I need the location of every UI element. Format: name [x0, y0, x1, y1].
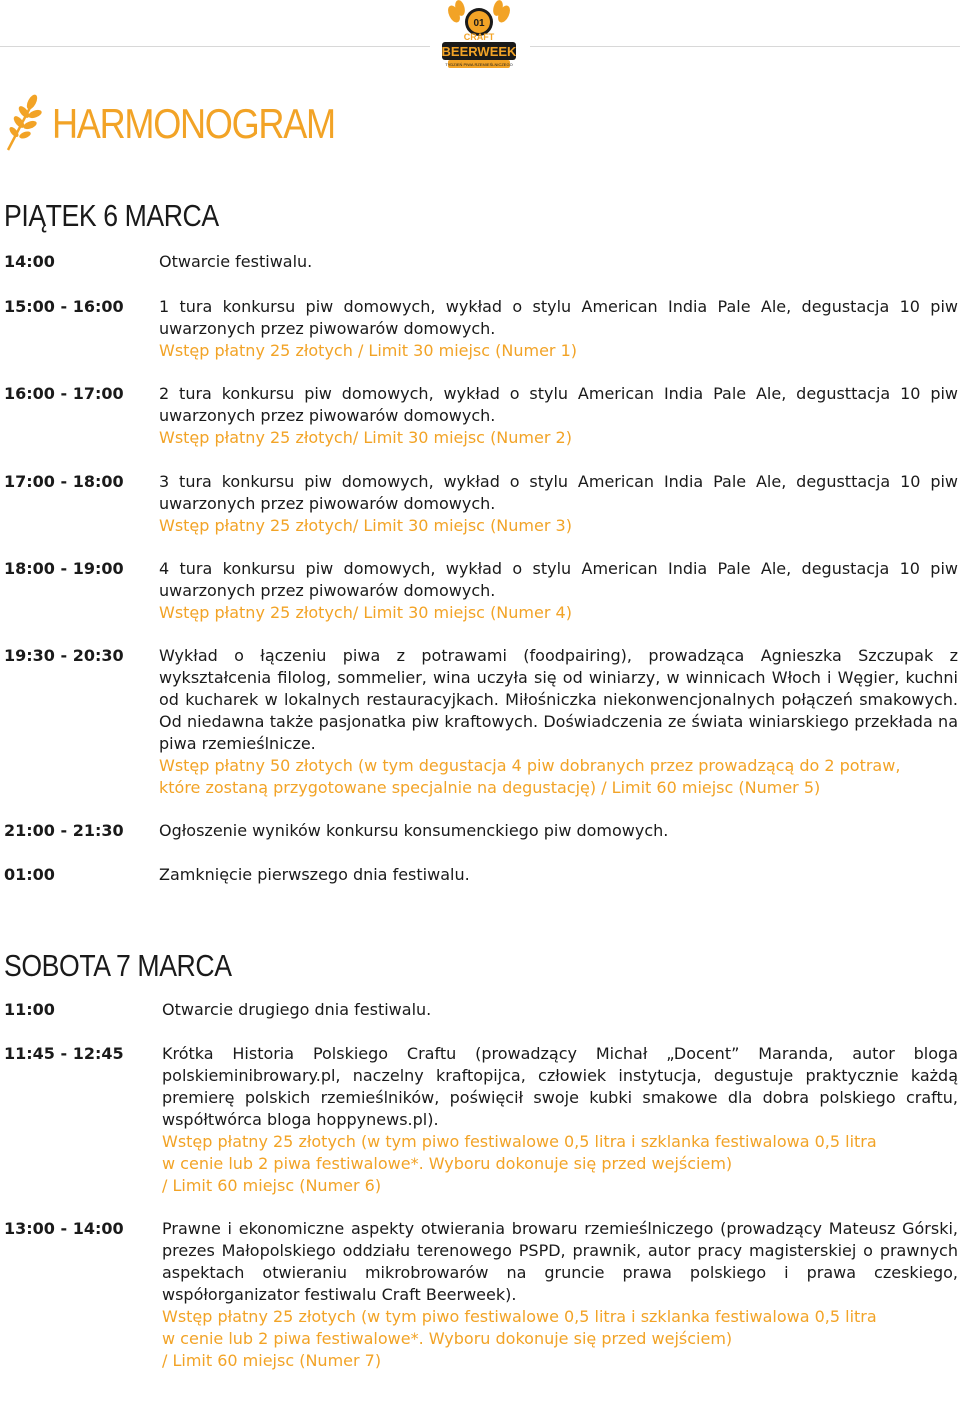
- event-description: [159, 251, 958, 273]
- event-text: Krótka Historia Polskiego Craftu (prowadzący Michał „Docent” Maranda, autor bloga polskieminibrowary.pl, naczelny kraftopijca, człowiek instytucja, degustuje praktycznie każdą premierę polskich rzemieślników, poświęcił swoje kubki smakowe dla dobra polskiego craftu, współtwórca bloga hoppynews.pl).: [162, 1044, 958, 1129]
- event-admission-note: które zostaną przygotowane specjalnie na degustację) / Limit 60 miejsc (Numer 5): [159, 778, 821, 797]
- day-title-friday: PIĄTEK 6 MARCA: [4, 198, 219, 233]
- wheat-icon: [4, 92, 44, 156]
- event-admission-note: / Limit 60 miejsc (Numer 7): [162, 1351, 382, 1370]
- event-description: [159, 471, 958, 537]
- event-text: 1 tura konkursu piw domowych, wykład o stylu American India Pale Ale, degustacja 10 piw uwarzonych przez piwowarów domowych.: [159, 297, 958, 338]
- event-admission-note: / Limit 60 miejsc (Numer 6): [162, 1176, 382, 1195]
- event-admission-note: Wstęp płatny 25 złotych (w tym piwo festiwalowe 0,5 litra i szklanka festiwalowa 0,5 litra: [162, 1307, 877, 1326]
- event-admission-note: Wstęp płatny 25 złotych (w tym piwo festiwalowe 0,5 litra i szklanka festiwalowa 0,5 litra: [162, 1132, 877, 1151]
- header-rule-left: [0, 46, 430, 47]
- event-admission-note: Wstęp płatny 25 złotych/ Limit 30 miejsc (Numer 2): [159, 428, 572, 447]
- logo-word2: BEERWEEK: [441, 44, 517, 59]
- event-description: [159, 296, 958, 362]
- event-description: [159, 645, 958, 799]
- logo-number: 01: [473, 18, 485, 29]
- event-time: 11:00: [4, 1000, 55, 1019]
- event-admission-note: Wstęp płatny 50 złotych (w tym degustacja 4 piw dobranych przez prowadzącą do 2 potraw,: [159, 756, 901, 775]
- event-text: Ogłoszenie wyników konkursu konsumenckiego piw domowych.: [159, 821, 669, 840]
- day-title-saturday: SOBOTA 7 MARCA: [4, 948, 232, 983]
- event-text: Otwarcie drugiego dnia festiwalu.: [162, 1000, 432, 1019]
- logo-word1: CRAFT: [463, 32, 495, 42]
- event-admission-note: w cenie lub 2 piwa festiwalowe*. Wyboru dokonuje się przed wejściem): [162, 1329, 733, 1348]
- event-time: 11:45 - 12:45: [4, 1044, 124, 1063]
- event-text: Otwarcie festiwalu.: [159, 252, 313, 271]
- event-text: 3 tura konkursu piw domowych, wykład o stylu American India Pale Ale, degusttacja 10 piw uwarzonych przez piwowarów domowych.: [159, 472, 958, 513]
- event-description: [162, 1218, 958, 1372]
- event-time: 15:00 - 16:00: [4, 297, 124, 316]
- logo-tagline: TYDZIEŃ PIWA RZEMIEŚLNICZEGO: [445, 62, 513, 67]
- event-time: 01:00: [4, 865, 55, 884]
- event-admission-note: Wstęp płatny 25 złotych/ Limit 30 miejsc (Numer 4): [159, 603, 572, 622]
- page-title: HARMONOGRAM: [52, 100, 335, 147]
- event-time: 14:00: [4, 252, 55, 271]
- event-description: [159, 558, 958, 624]
- event-text: 4 tura konkursu piw domowych, wykład o stylu American India Pale Ale, degustacja 10 piw uwarzonych przez piwowarów domowych.: [159, 559, 958, 600]
- event-text: Wykład o łączeniu piwa z potrawami (foodpairing), prowadząca Agnieszka Szczupak z wykształcenia filolog, sommelier, wina uczyła się od winiarzy, w winnicach Włoch i Węgier, kuchni od kucharek w lokalnych restauracyjkach. Miłośniczka niekonwencjonalnych połączeń smakowych. Od niedawna także pasjonatka piw kraftowych. Doświadczenia ze świata winiarskiego przekłada na piwa rzemieślnicze.: [159, 646, 958, 753]
- event-time: 19:30 - 20:30: [4, 646, 124, 665]
- harmonogram-header: [4, 92, 381, 156]
- event-admission-note: w cenie lub 2 piwa festiwalowe*. Wyboru dokonuje się przed wejściem): [162, 1154, 733, 1173]
- craft-beerweek-logo: [432, 0, 526, 72]
- event-description: [162, 1043, 958, 1197]
- event-description: [159, 864, 958, 886]
- event-admission-note: Wstęp płatny 25 złotych / Limit 30 miejsc (Numer 1): [159, 341, 578, 360]
- event-text: Zamknięcie pierwszego dnia festiwalu.: [159, 865, 470, 884]
- event-text: 2 tura konkursu piw domowych, wykład o stylu American India Pale Ale, degusttacja 10 piw uwarzonych przez piwowarów domowych.: [159, 384, 958, 425]
- event-time: 16:00 - 17:00: [4, 384, 124, 403]
- event-time: 21:00 - 21:30: [4, 821, 124, 840]
- event-description: [159, 383, 958, 449]
- event-time: 17:00 - 18:00: [4, 472, 124, 491]
- header-rule-right: [530, 46, 960, 47]
- event-description: [162, 999, 958, 1021]
- event-description: [159, 820, 958, 842]
- event-admission-note: Wstęp płatny 25 złotych/ Limit 30 miejsc (Numer 3): [159, 516, 572, 535]
- event-time: 13:00 - 14:00: [4, 1219, 124, 1238]
- event-text: Prawne i ekonomiczne aspekty otwierania browaru rzemieślniczego (prowadzący Mateusz Górski, prezes Małopolskiego oddziału terenowego PSPD, prawnik, autor pracy magisterskiej o prawnych aspektach otwieraniu mikrobrowarów na gruncie prawa polskiego i prawa czeskiego, współorganizator festiwalu Craft Beerweek).: [162, 1219, 958, 1304]
- event-time: 18:00 - 19:00: [4, 559, 124, 578]
